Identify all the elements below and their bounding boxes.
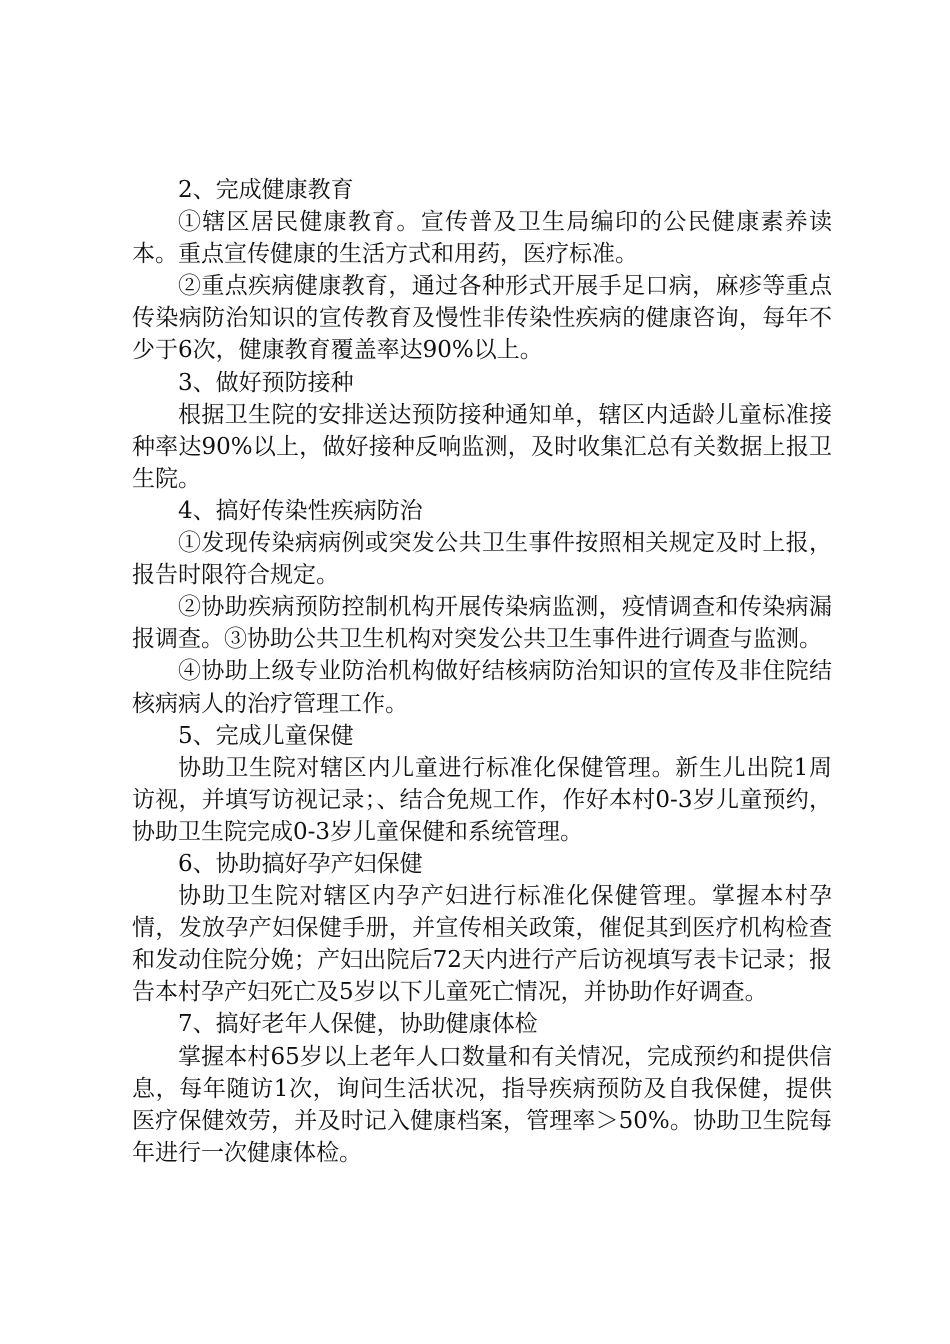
section-heading: 7、搞好老年人保健，协助健康体检: [178, 1011, 538, 1038]
paragraph: 根据卫生院的安排送达预防接种通知单，辖区内适龄儿童标准接种率达90%以上，做好接种反响监测，及时收集汇总有关数据上报卫生院。: [132, 401, 832, 492]
section-heading: 4、搞好传染性疾病防治: [178, 497, 423, 524]
paragraph: 掌握本村65岁以上老年人口数量和有关情况，完成预约和提供信息，每年随访1次，询问生活状况，指导疾病预防及自我保健，提供医疗保健效劳，并及时记入健康档案，管理率＞50%。协助卫生院每年进行一次健康体检。: [132, 1043, 832, 1166]
section-heading: 5、完成儿童保健: [178, 722, 354, 749]
paragraph: ①发现传染病病例或突发公共卫生事件按照相关规定及时上报，报告时限符合规定。: [132, 530, 832, 589]
document-body: [132, 174, 832, 1169]
paragraph: ①辖区居民健康教育。宣传普及卫生局编印的公民健康素养读本。重点宣传健康的生活方式和用药，医疗标准。: [132, 209, 832, 268]
paragraph: ②重点疾病健康教育，通过各种形式开展手足口病，麻疹等重点传染病防治知识的宣传教育及慢性非传染性疾病的健康咨询，每年不少于6次，健康教育覆盖率达90%以上。: [132, 273, 832, 364]
paragraph: 协助卫生院对辖区内孕产妇进行标准化保健管理。掌握本村孕情，发放孕产妇保健手册，并宣传相关政策，催促其到医疗机构检查和发动住院分娩；产妇出院后72天内进行产后访视填写表卡记录；报告本村孕产妇死亡及5岁以下儿童死亡情况，并协助作好调查。: [132, 883, 832, 1006]
paragraph: ②协助疾病预防控制机构开展传染病监测，疫情调查和传染病漏报调查。③协助公共卫生机构对突发公共卫生事件进行调查与监测。: [132, 594, 832, 653]
section-heading: 6、协助搞好孕产妇保健: [178, 850, 423, 877]
paragraph: 协助卫生院对辖区内儿童进行标准化保健管理。新生儿出院1周访视，并填写访视记录；、结合免规工作，作好本村0-3岁儿童预约，协助卫生院完成0-3岁儿童保健和系统管理。: [132, 754, 832, 845]
section-heading: 3、做好预防接种: [178, 369, 354, 396]
section-heading: 2、完成健康教育: [178, 177, 354, 203]
paragraph: ④协助上级专业防治机构做好结核病防治知识的宣传及非住院结核病病人的治疗管理工作。: [132, 658, 832, 717]
